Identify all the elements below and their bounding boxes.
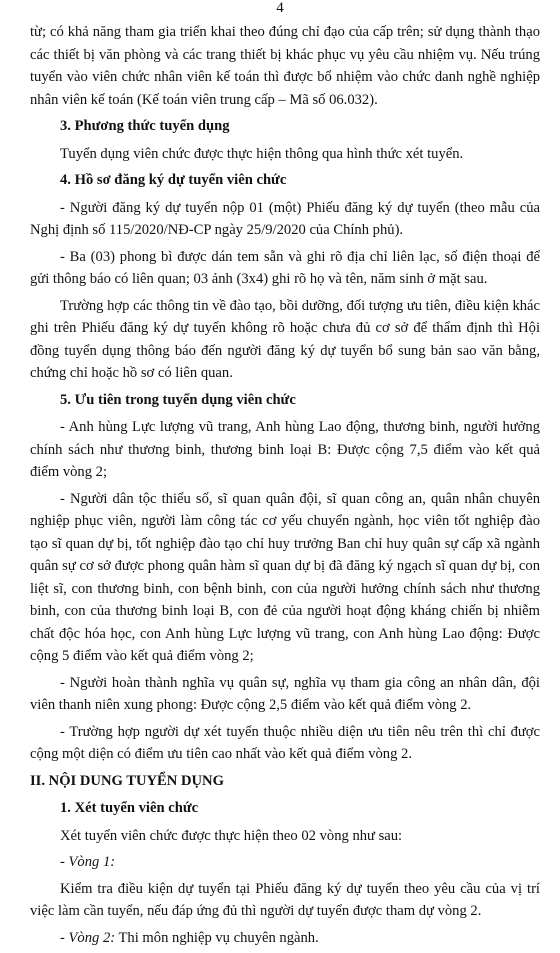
body-paragraph: Xét tuyển viên chức được thực hiện theo 02 vòng như sau: (60, 827, 403, 844)
subsection-heading: 5. Ưu tiên trong tuyển dụng viên chức (60, 391, 296, 408)
body-paragraph: - Người hoàn thành nghĩa vụ quân sự, nghĩa vụ tham gia công an nhân dân, đội viên thanh niên xung phong: Được cộng 2,5 điểm vào kết quả điểm vòng 2. (30, 674, 540, 713)
body-paragraph: - Ba (03) phong bì được dán tem sẵn và ghi rõ địa chỉ liên lạc, số điện thoại để gửi thông báo có liên quan; 03 ảnh (3x4) ghi rõ họ và tên, năm sinh ở mặt sau. (30, 248, 540, 287)
page-number: 4 (276, 0, 284, 16)
body-paragraph: Tuyển dụng viên chức được thực hiện thông qua hình thức xét tuyển. (60, 145, 464, 162)
body-paragraph: - Người đăng ký dự tuyển nộp 01 (một) Phiếu đăng ký dự tuyển (theo mẫu của Nghị định số 115/2020/NĐ-CP ngày 25/9/2020 của Chính phủ). (30, 199, 540, 238)
body-paragraph: Trường hợp các thông tin về đào tạo, bồi dưỡng, đối tượng ưu tiên, điều kiện khác ghi trên Phiếu đăng ký dự tuyển không rõ hoặc chưa đủ cơ sở để thẩm định thì Hội đồng tuyển dụng thông báo đến người đăng ký dự tuyển bổ sung bản sao văn bằng, chứng chỉ hoặc hồ sơ có liên quan. (30, 297, 540, 381)
body-paragraph: - Trường hợp người dự xét tuyển thuộc nhiều diện ưu tiên nêu trên thì chỉ được cộng một diện có điểm ưu tiên cao nhất vào kết quả điểm vòng 2. (30, 723, 540, 762)
round-paragraph (30, 851, 540, 874)
body-paragraph: từ; có khả năng tham gia triển khai theo đúng chỉ đạo của cấp trên; sử dụng thành thạo các thiết bị văn phòng và các trang thiết bị khác phục vụ yêu cầu nhiệm vụ. Nếu trúng tuyển vào viên chức nhân viên kế toán thì được bổ nhiệm vào chức danh nghề nghiệp nhân viên kế toán (Kế toán viên trung cấp – Mã số 06.032). (30, 24, 540, 108)
document-body (30, 21, 540, 953)
round-paragraph (30, 927, 540, 950)
body-paragraph: - Người dân tộc thiểu số, sĩ quan quân đội, sĩ quan công an, quân nhân chuyên nghiệp phục viên, người làm công tác cơ yếu chuyển ngành, học viên tốt nghiệp đào tạo sĩ quan dự bị, tốt nghiệp đào tạo chỉ huy trưởng Ban chỉ huy quân sự cấp xã ngành quân sự cơ sở được phong quân hàm sĩ quan dự bị đã đăng ký ngạch sĩ quan dự bị, con liệt sĩ, con thương binh, con bệnh binh, con của người hưởng chính sách như thương binh, con của thương binh loại B, con đẻ của người hoạt động kháng chiến bị nhiễm chất độc hóa học, con Anh hùng Lực lượng vũ trang, con Anh hùng Lao động: Được cộng 5 điểm vào kết quả điểm vòng 2; (30, 490, 540, 664)
round-label: - Vòng 1: (60, 854, 116, 870)
body-paragraph: - Anh hùng Lực lượng vũ trang, Anh hùng Lao động, thương binh, người hưởng chính sách như thương binh, thương binh loại B: Được cộng 7,5 điểm vào kết quả điểm vòng 2; (30, 419, 540, 480)
round-label: - Vòng 2: (60, 929, 116, 946)
subsection-heading: 3. Phương thức tuyển dụng (60, 118, 230, 134)
round-text: Thi môn nghiệp vụ chuyên ngành. (115, 929, 319, 946)
subsection-heading: 4. Hồ sơ đăng ký dự tuyển viên chức (60, 172, 287, 188)
body-paragraph: Kiểm tra điều kiện dự tuyển tại Phiếu đăng ký dự tuyển theo yêu cầu của vị trí việc làm cần tuyển, nếu đáp ứng đủ thì người dự tuyển được tham dự vòng 2. (30, 880, 540, 919)
section-heading: II. NỘI DUNG TUYỂN DỤNG (30, 772, 224, 789)
subsection-heading: 1. Xét tuyển viên chức (60, 800, 199, 816)
